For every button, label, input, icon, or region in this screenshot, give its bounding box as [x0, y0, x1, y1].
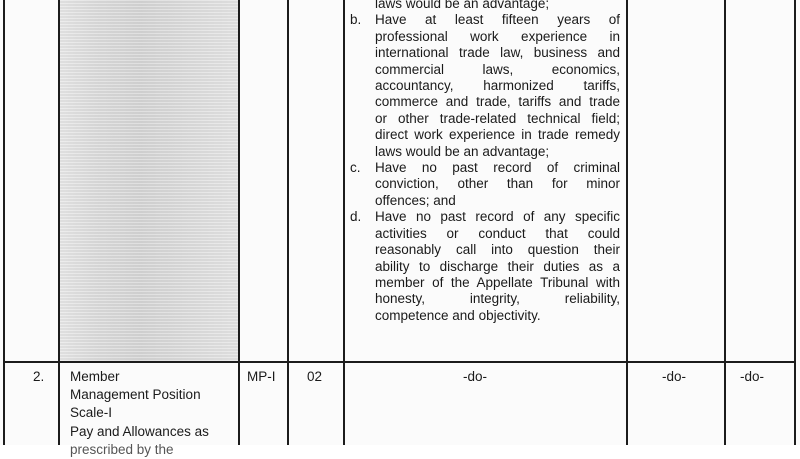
serial-number: 2.	[33, 369, 45, 384]
criteria-line: Have no past record of any specific	[375, 209, 620, 225]
pay-allowances-line: Pay and Allowances as	[70, 423, 209, 439]
column-divider-2	[238, 0, 240, 445]
criteria-line: ability to discharge their duties as a	[375, 258, 620, 274]
column-divider-1	[58, 0, 60, 445]
number-of-posts: 02	[307, 369, 323, 384]
criteria-line: accountancy, harmonized tariffs,	[375, 78, 620, 94]
position-description	[70, 368, 209, 459]
criteria-ditto: -do-	[463, 369, 488, 384]
column-divider-6	[724, 0, 726, 445]
position-scale-grade: Scale-I	[70, 405, 113, 421]
criteria-line: commerce and trade, tariffs and trade	[375, 94, 620, 110]
criteria-line: professional work experience in	[375, 28, 620, 44]
pay-allowances-line-cut: prescribed by the	[70, 441, 174, 457]
eligibility-criteria-list	[350, 0, 620, 324]
shaded-description-cell	[60, 0, 238, 361]
criteria-line: reasonably call into question their	[375, 242, 620, 258]
row-divider	[3, 361, 796, 363]
position-title: Member	[70, 369, 120, 384]
column7-ditto: -do-	[740, 369, 765, 384]
criteria-line: or other trade-related technical field;	[375, 110, 620, 126]
criteria-line: Have at least fifteen years of	[375, 12, 620, 28]
criteria-line: direct work experience in trade remedy	[375, 127, 620, 143]
criteria-marker: d.	[350, 209, 362, 225]
criteria-line: competence and objectivity.	[375, 307, 541, 323]
criteria-line: conviction, other than for minor	[375, 176, 620, 192]
column-divider-4	[343, 0, 345, 445]
column6-ditto: -do-	[662, 369, 687, 384]
criteria-item-b	[350, 12, 620, 160]
criteria-line: honesty, integrity, reliability,	[375, 291, 620, 307]
criteria-marker: b.	[350, 12, 362, 28]
column-divider-5	[626, 0, 628, 445]
criteria-line: offences; and	[375, 192, 456, 208]
criteria-line: laws would be an advantage;	[375, 143, 550, 159]
criteria-line: commercial laws, economics,	[375, 61, 620, 77]
criteria-marker: c.	[350, 160, 361, 176]
position-scale-name: Management Position	[70, 387, 201, 403]
criteria-line: international trade law, business and	[375, 45, 620, 61]
pay-scale: MP-I	[247, 369, 276, 384]
criteria-line: member of the Appellate Tribunal with	[375, 274, 620, 290]
criteria-line: Have no past record of criminal	[375, 160, 620, 176]
criteria-item-c	[350, 160, 620, 209]
table-border-left	[3, 0, 5, 445]
column-divider-3	[287, 0, 289, 445]
criteria-item-d	[350, 209, 620, 324]
table-border-right	[794, 0, 796, 445]
criteria-item-a-tail	[350, 0, 620, 12]
criteria-line: activities or conduct that could	[375, 225, 620, 241]
criteria-line: laws would be an advantage;	[375, 0, 550, 11]
